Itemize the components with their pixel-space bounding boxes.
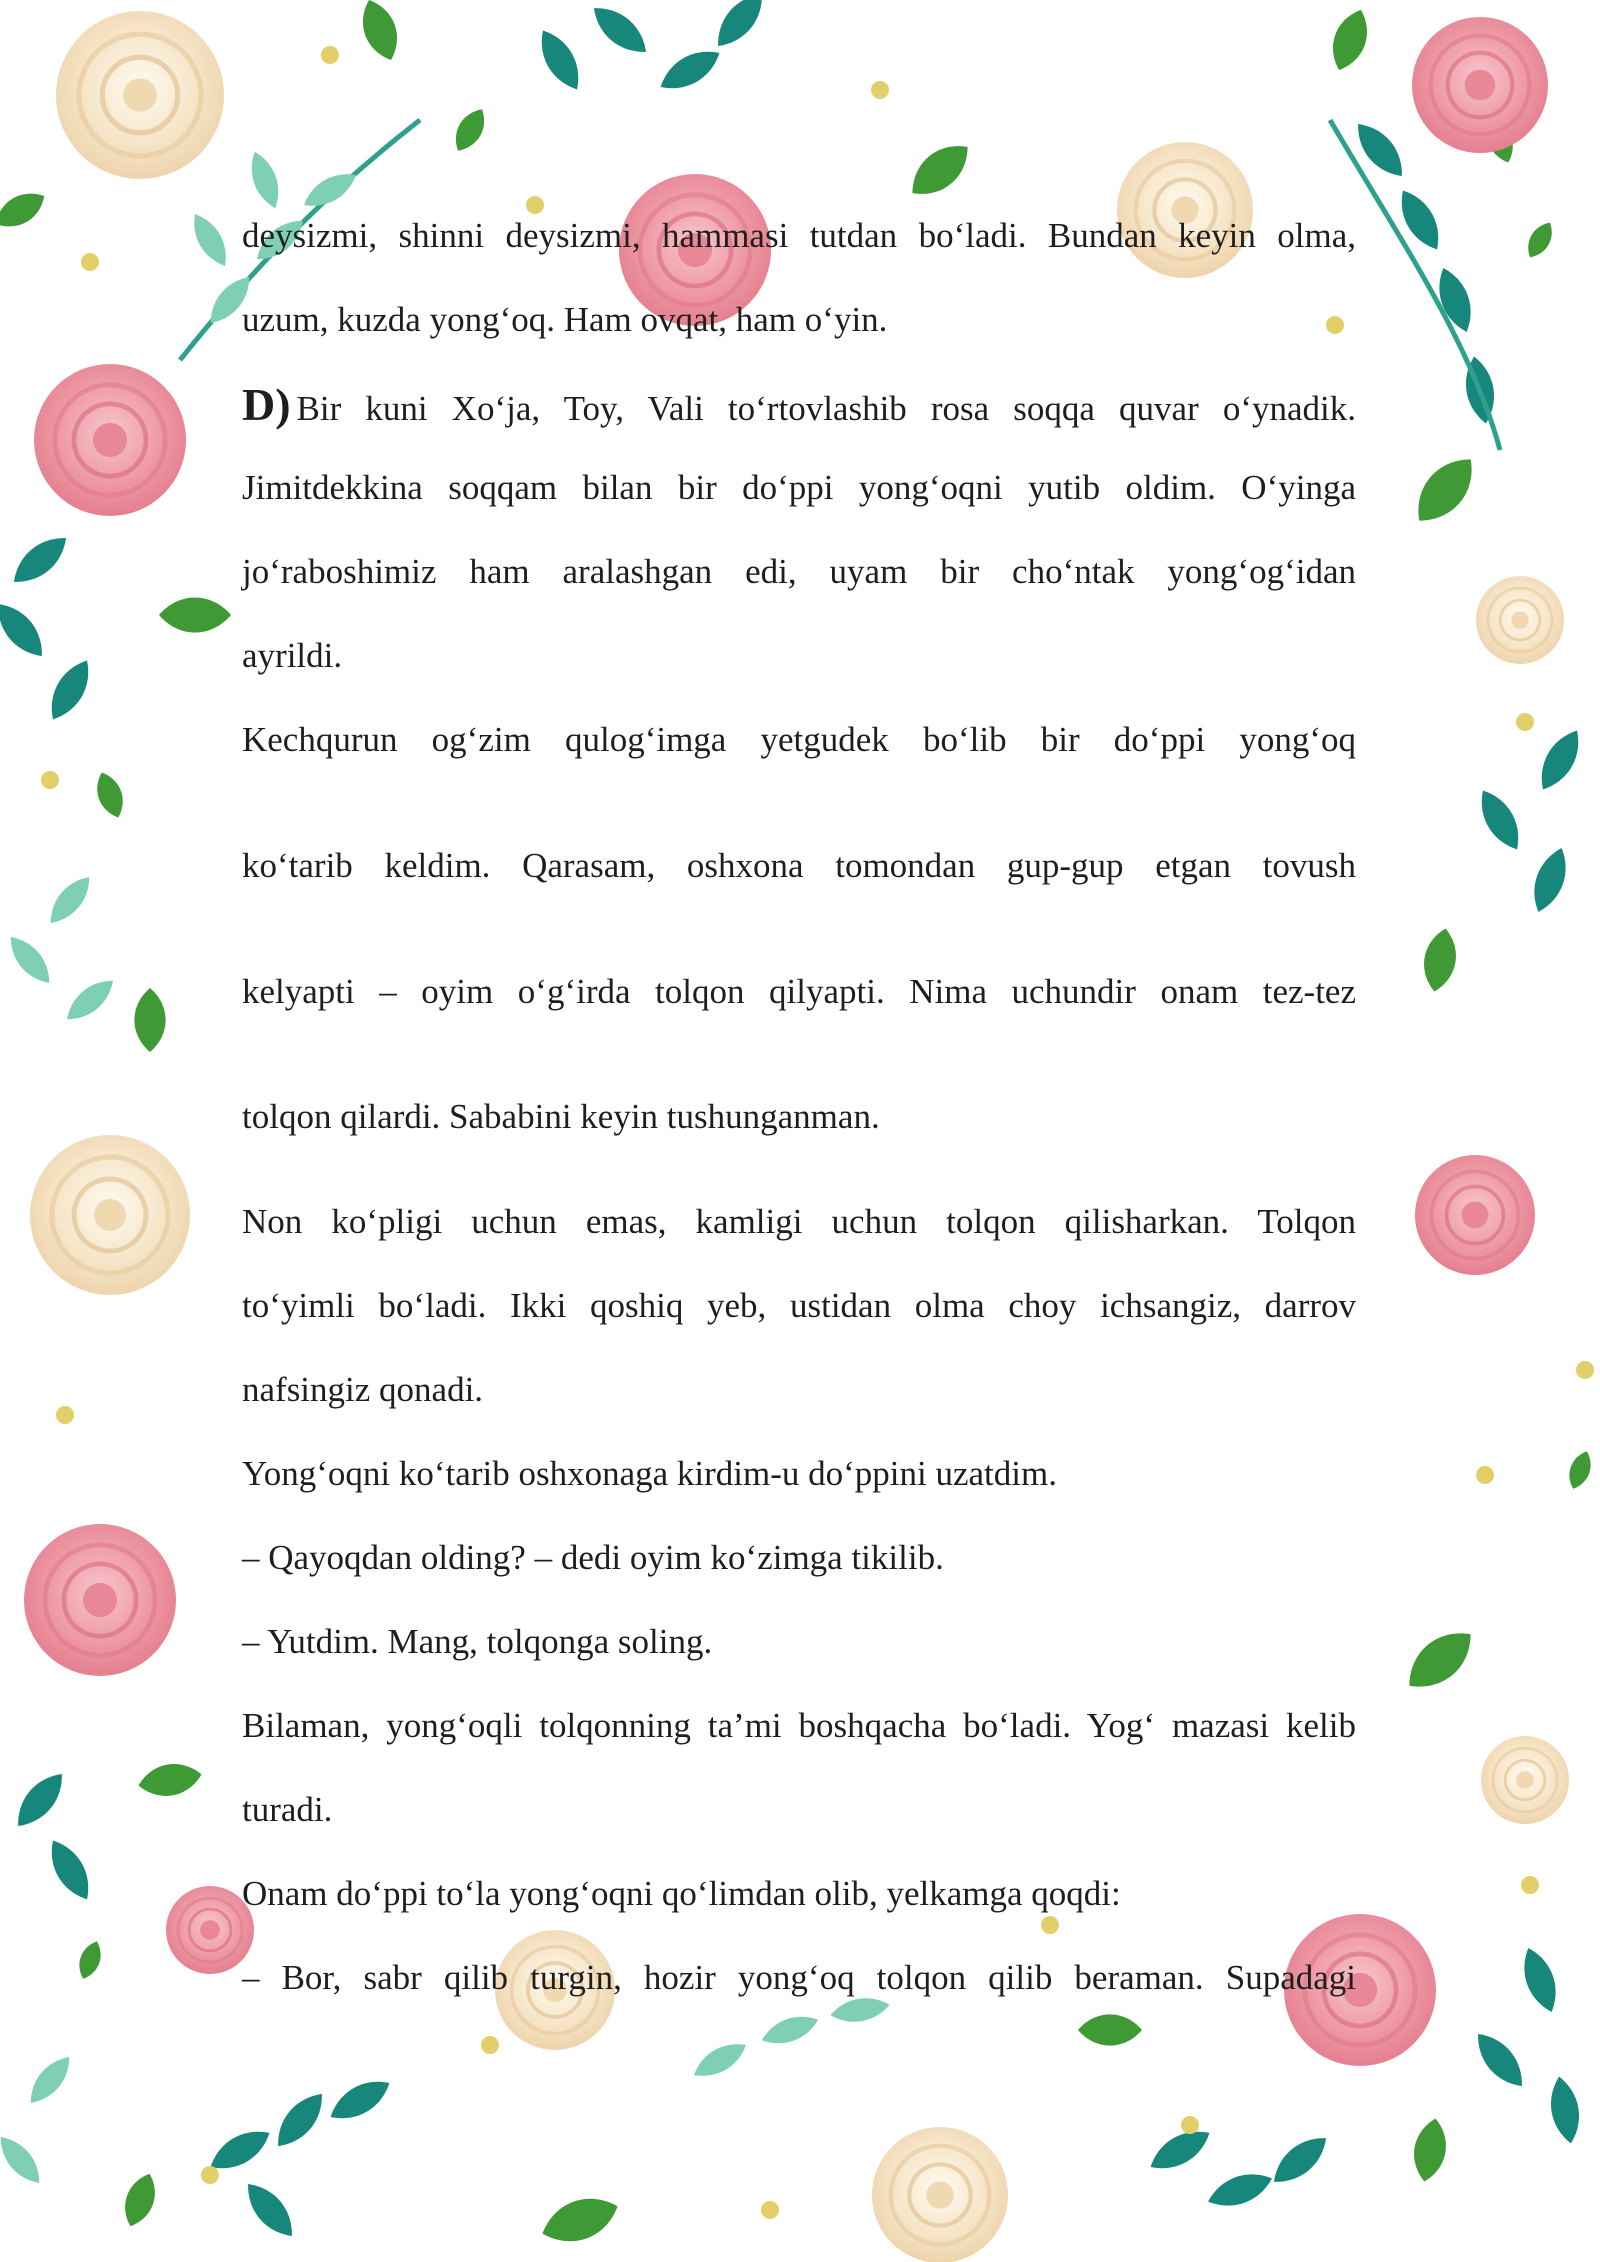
rose-cream	[1476, 576, 1564, 664]
text-line: deysizmi, shinni deysizmi, hammasi tutdan bo‘ladi. Bundan keyin olma,	[242, 216, 1356, 255]
text-line: – Qayoqdan olding? – dedi oyim ko‘zimga tikilib.	[242, 1538, 944, 1577]
text-line-section-d	[242, 379, 1356, 430]
rose-pink	[1415, 1155, 1535, 1275]
text-line: ko‘tarib keldim. Qarasam, oshxona tomondan gup-gup etgan tovush	[242, 846, 1356, 885]
text-line: Kechqurun og‘zim qulog‘imga yetgudek bo‘lib bir do‘ppi yong‘oq	[242, 720, 1356, 759]
rose-pink	[166, 1886, 254, 1974]
text-line: Non ko‘pligi uchun emas, kamligi uchun tolqon qilisharkan. Tolqon	[242, 1202, 1356, 1241]
text-line: – Yutdim. Mang, tolqonga soling.	[242, 1622, 713, 1661]
text-line: Jimitdekkina soqqam bilan bir do‘ppi yong‘oqni yutib oldim. O‘yinga	[242, 468, 1356, 507]
text-line: Bilaman, yong‘oqli tolqonning ta’mi boshqacha bo‘ladi. Yog‘ mazasi kelib	[242, 1706, 1356, 1745]
text-line: – Bor, sabr qilib turgin, hozir yong‘oq tolqon qilib beraman. Supadagi	[242, 1958, 1356, 1997]
rose-cream	[872, 2127, 1008, 2262]
text-line: ayrildi.	[242, 636, 343, 675]
rose-pink	[24, 1524, 176, 1676]
text-line: Onam do‘ppi to‘la yong‘oqni qo‘limdan olib, yelkamga qoqdi:	[242, 1874, 1121, 1913]
section-marker: D)	[242, 379, 291, 430]
text-line-content: Bir kuni Xo‘ja, Toy, Vali to‘rtovlashib rosa soqqa quvar o‘ynadik.	[296, 389, 1356, 428]
text-line: to‘yimli bo‘ladi. Ikki qoshiq yeb, ustidan olma choy ichsangiz, darrov	[242, 1286, 1356, 1325]
rose-cream	[1481, 1736, 1569, 1824]
rose-pink	[1412, 17, 1548, 153]
text-line: turadi.	[242, 1790, 333, 1829]
text-line: Yong‘oqni ko‘tarib oshxonaga kirdim-u do‘ppini uzatdim.	[242, 1454, 1057, 1493]
rose-pink	[34, 364, 186, 516]
text-line: kelyapti – oyim o‘g‘irda tolqon qilyapti. Nima uchundir onam tez-tez	[242, 972, 1356, 1011]
text-line: tolqon qilardi. Sababini keyin tushunganman.	[242, 1097, 880, 1136]
rose-cream	[56, 11, 224, 179]
rose-cream	[1117, 142, 1253, 278]
text-line: nafsingiz qonadi.	[242, 1370, 484, 1409]
text-line: jo‘raboshimiz ham aralashgan edi, uyam bir cho‘ntak yong‘og‘idan	[242, 552, 1356, 591]
text-line: uzum, kuzda yong‘oq. Ham ovqat, ham o‘yin.	[242, 300, 888, 339]
rose-cream	[30, 1135, 190, 1295]
